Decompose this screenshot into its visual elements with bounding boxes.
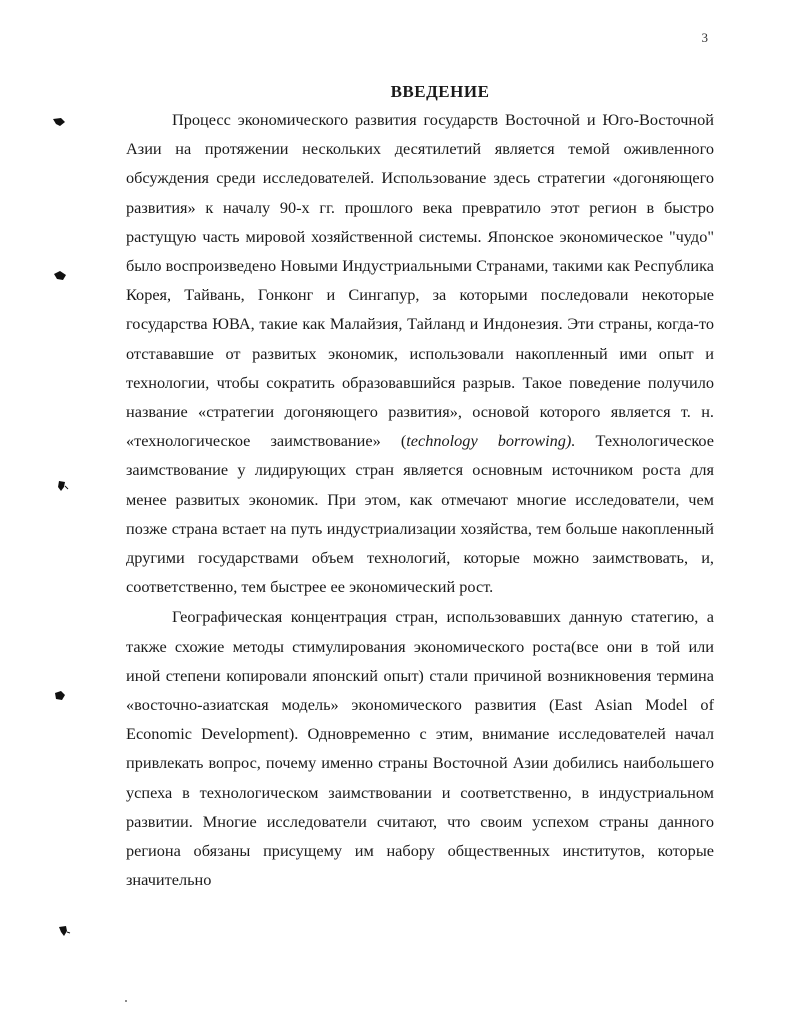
paragraph-2: Географическая концентрация стран, использовавших данную статегию, а также схожие методы стимулирования экономического роста(все они в той или иной степени копировали японский опыт) стали причиной возникновения термина «восточно-азиатская модель» экономического развития (East Asian Model of Economic Development). Одновременно с этим, внимание исследователей начал привлекать вопрос, почему именно страны Восточной Азии добились наибольшего успеха в технологическом заимствовании и соответственно, в индустриальном развитии. Многие исследователи считают, что своим успехом страны данного региона обязаны присущему им набору общественных институтов, которые значительно xyxy=(126,607,714,890)
page-title: ВВЕДЕНИЕ xyxy=(390,82,490,101)
scan-mark-icon xyxy=(57,925,71,937)
scan-mark-icon xyxy=(53,690,67,702)
italic-term: technology borrowing). xyxy=(406,431,576,451)
page-number: 3 xyxy=(701,30,708,45)
scan-speck xyxy=(125,1000,127,1002)
body-text xyxy=(126,105,714,894)
scan-mark-icon xyxy=(52,116,66,128)
paragraph-1-text: Процесс экономического развития государств Восточной и Юго-Восточной Азии на протяжении нескольких десятилетий является темой оживленного обсуждения среди исследователей. Использование здесь стратегии «догоняющего развития» к началу 90-х гг. прошлого века превратило этот регион в быстро растущую часть мировой хозяйственной системы. Японское экономическое "чудо" было воспроизведено Новыми Индустриальными Странами, такими как Республика Корея, Тайвань, Гонконг и Сингапур, за которыми последовали некоторые государства ЮВА, такие как Малайзия, Тайланд и Индонезия. Эти страны, когда-то отстававшие от развитых экономик, использовали накопленный ими опыт и технологии, чтобы сократить образовавшийся разрыв. Такое поведение получило название «стратегии догоняющего развития», основой которого является т. н. «технологическое заимствование» ( xyxy=(126,110,714,451)
paragraph-1-text-continued: Технологическое заимствование у лидирующих стран является основным источником роста для менее развитых экономик. При этом, как отмечают многие исследователи, чем позже страна встает на путь индустриализации хозяйства, тем больше накопленный другими государствами объем технологий, которые можно заимствовать, и, соответственно, тем быстрее ее экономический рост. xyxy=(126,431,715,597)
scan-mark-icon xyxy=(55,480,69,492)
scan-mark-icon xyxy=(53,270,67,282)
paragraph-1 xyxy=(126,105,714,601)
